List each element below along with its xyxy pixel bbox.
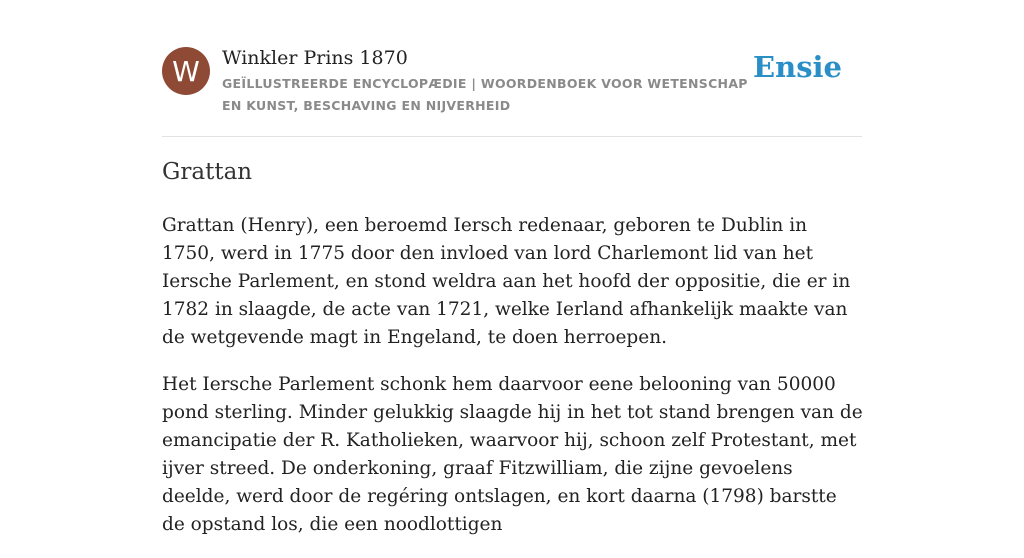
article-paragraph: Grattan (Henry), een beroemd Iersch redenaar, geboren te Dublin in 1750, werd in 1775 door den invloed van lord Charlemont lid van het Iersche Parlement, en stond weldra aan het hoofd der oppositie, die er in 1782 in slaagde, de acte van 1721, welke Ierland afhankelijk maakte van de wetgevende magt in Engeland, te doen herroepen. [162, 215, 851, 348]
page-container [162, 0, 863, 535]
avatar[interactable]: W [162, 47, 210, 95]
encyclopedia-subtitle: GEÏLLUSTREERDE ENCYCLOPÆDIE | WOORDENBOEK VOOR WETENSCHAP EN KUNST, BESCHAVING EN NIJVERHEID [222, 76, 748, 113]
article-paragraph: Het Iersche Parlement schonk hem daarvoor eene belooning van 50000 pond sterling. Minder gelukkig slaagde hij in het tot stand brengen van de emancipatie der R. Katholieken, waarvoor hij, schoon zelf Protestant, met ijver streed. De onderkoning, graaf Fitzwilliam, die zijne gevoelens deelde, werd door de regéring ontslagen, en kort daarna (1798) barstte de opstand los, die een noodlottigen [162, 374, 863, 535]
article-title: Grattan [162, 159, 253, 185]
site-header [162, 0, 862, 137]
encyclopedia-title[interactable]: Winkler Prins 1870 [222, 47, 408, 69]
article-body [162, 212, 864, 558]
ensie-logo[interactable]: Ensie [753, 50, 842, 84]
